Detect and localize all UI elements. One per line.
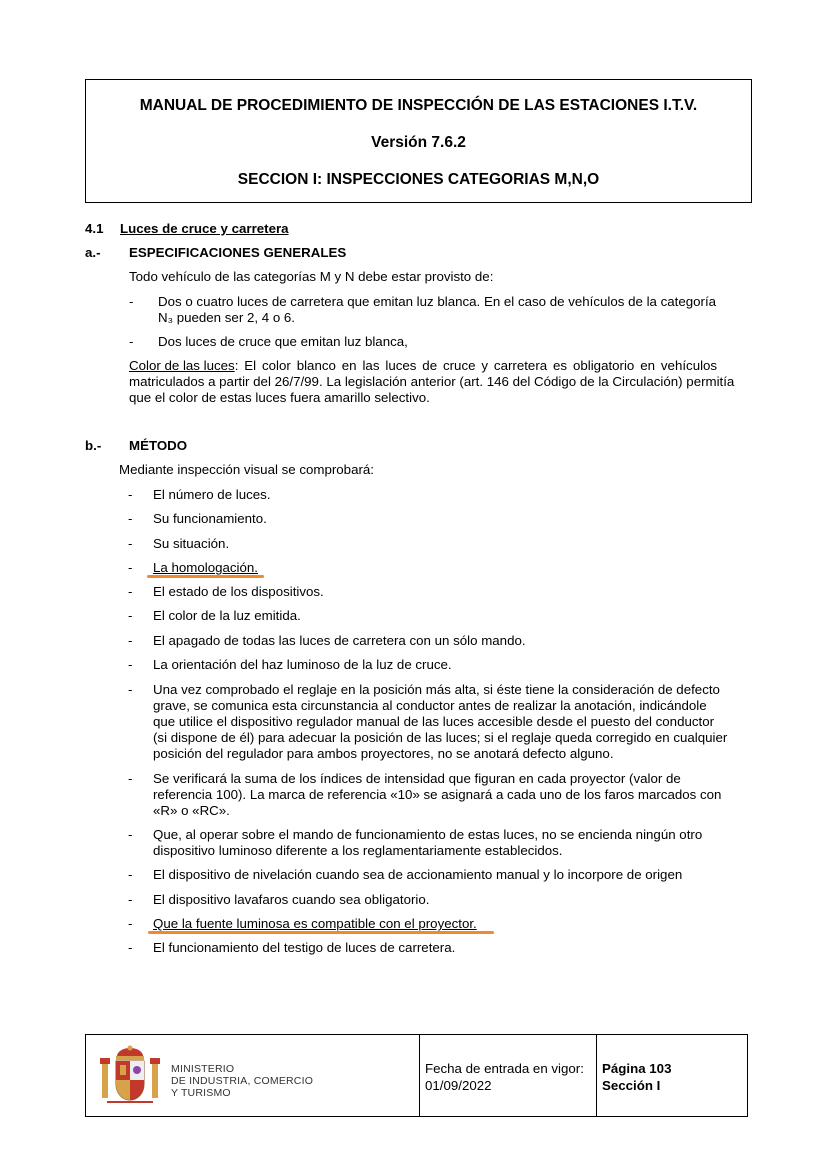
list-dash: - — [128, 487, 133, 502]
highlight-underline — [147, 575, 264, 578]
color-paragraph-line2: matriculados a partir del 26/7/99. La legislación anterior (art. 146 del Código de la Circulación) permitía — [129, 374, 735, 389]
highlight-underline — [148, 931, 494, 934]
section-heading: Luces de cruce y carretera — [120, 221, 289, 236]
footer-divider — [596, 1035, 597, 1116]
method-long1-line: grave, se comunica esta circunstancia al conductor antes de realizar la anotación, indicándole — [153, 698, 707, 713]
page-number: Página 103 — [602, 1061, 672, 1076]
ministry-line: MINISTERIO — [171, 1063, 235, 1075]
part-b-marker: b.- — [85, 438, 102, 453]
list-dash: - — [129, 294, 134, 309]
list-dash: - — [128, 916, 133, 931]
method-long3-line: dispositivo luminoso diferente a los reglamentariamente establecidos. — [153, 843, 563, 858]
method-long1-line: Una vez comprobado el reglaje en la posición más alta, si éste tiene la consideración de defecto — [153, 682, 720, 697]
method-item: El estado de los dispositivos. — [153, 584, 324, 599]
method-item-homologacion: La homologación. — [153, 560, 258, 575]
method-item: El color de la luz emitida. — [153, 608, 301, 623]
method-item: El dispositivo lavafaros cuando sea obligatorio. — [153, 892, 430, 907]
date-label: Fecha de entrada en vigor: — [425, 1061, 584, 1076]
part-a-intro: Todo vehículo de las categorías M y N debe estar provisto de: — [129, 269, 494, 284]
method-long1-line: (si dispone de él) para adecuar la posición de las luces; si el reglaje queda corregido en cualquier — [153, 730, 728, 745]
list-dash: - — [128, 827, 133, 842]
list-dash: - — [128, 536, 133, 551]
method-item-fuente: Que la fuente luminosa es compatible con el proyector. — [153, 916, 477, 931]
ministry-line: DE INDUSTRIA, COMERCIO — [171, 1075, 314, 1087]
footer-section: Sección I — [602, 1078, 661, 1093]
method-long1-line: posición del regulador para ambos proyectores, no se anotará defecto alguno. — [153, 746, 614, 761]
section-number: 4.1 — [85, 221, 104, 236]
manual-title: MANUAL DE PROCEDIMIENTO DE INSPECCIÓN DE LAS ESTACIONES I.T.V. — [139, 97, 698, 114]
part-a-marker: a.- — [85, 245, 101, 260]
method-item: Su situación. — [153, 536, 230, 551]
list-dash: - — [128, 511, 133, 526]
part-a-item1-line1: Dos o cuatro luces de carretera que emitan luz blanca. En el caso de vehículos de la categoría — [158, 294, 717, 309]
method-item: El número de luces. — [153, 487, 271, 502]
part-a-title: ESPECIFICACIONES GENERALES — [129, 245, 347, 260]
method-long1-line: que utilice el dispositivo regulador manual de las luces accesible desde el puesto del conductor — [153, 714, 715, 729]
section-title: SECCION I: INSPECCIONES CATEGORIAS M,N,O — [237, 171, 600, 188]
color-label: Color de las luces — [129, 358, 235, 373]
method-long3-line: Que, al operar sobre el mando de funcionamiento de estas luces, no se encienda ningún otro — [153, 827, 703, 842]
list-dash: - — [129, 334, 134, 349]
list-dash: - — [128, 657, 133, 672]
document-footer — [85, 1034, 748, 1117]
ministry-line: Y TURISMO — [171, 1087, 231, 1099]
part-b-title: MÉTODO — [129, 438, 188, 453]
list-dash: - — [128, 633, 133, 648]
list-dash: - — [128, 608, 133, 623]
list-dash: - — [128, 892, 133, 907]
method-long2-line: Se verificará la suma de los índices de intensidad que figuran en cada proyector (valor de — [153, 771, 681, 786]
method-item: El funcionamiento del testigo de luces de carretera. — [153, 940, 456, 955]
version: Versión 7.6.2 — [371, 134, 466, 151]
part-b-intro: Mediante inspección visual se comprobará: — [119, 462, 374, 477]
method-item: La orientación del haz luminoso de la luz de cruce. — [153, 657, 452, 672]
color-paragraph-line1 — [129, 358, 759, 374]
list-dash: - — [128, 560, 133, 575]
color-paragraph-line3: que el color de estas luces fuera amarillo selectivo. — [129, 390, 430, 405]
color-text-1: : El color blanco en las luces de cruce y carretera es obligatorio en vehículos — [234, 358, 718, 373]
date-value: 01/09/2022 — [425, 1078, 492, 1093]
list-dash: - — [128, 771, 133, 786]
method-item: El dispositivo de nivelación cuando sea de accionamiento manual y lo incorpore de origen — [153, 867, 683, 882]
list-dash: - — [128, 682, 133, 697]
list-dash: - — [128, 867, 133, 882]
method-long2-line: referencia 100). La marca de referencia «10» se asignará a cada uno de los faros marcados con — [153, 787, 722, 802]
list-dash: - — [128, 940, 133, 955]
list-dash: - — [128, 584, 133, 599]
method-item: Su funcionamiento. — [153, 511, 267, 526]
document-header — [85, 79, 752, 203]
ministry-name — [171, 1063, 313, 1099]
part-a-item2: Dos luces de cruce que emitan luz blanca, — [158, 334, 408, 349]
coat-of-arms-logo — [99, 1044, 161, 1106]
part-a-item1-line2: N₃ pueden ser 2, 4 o 6. — [158, 310, 295, 325]
method-long2-line: «R» o «RC». — [153, 803, 230, 818]
method-item: El apagado de todas las luces de carretera con un sólo mando. — [153, 633, 526, 648]
footer-divider — [419, 1035, 420, 1116]
